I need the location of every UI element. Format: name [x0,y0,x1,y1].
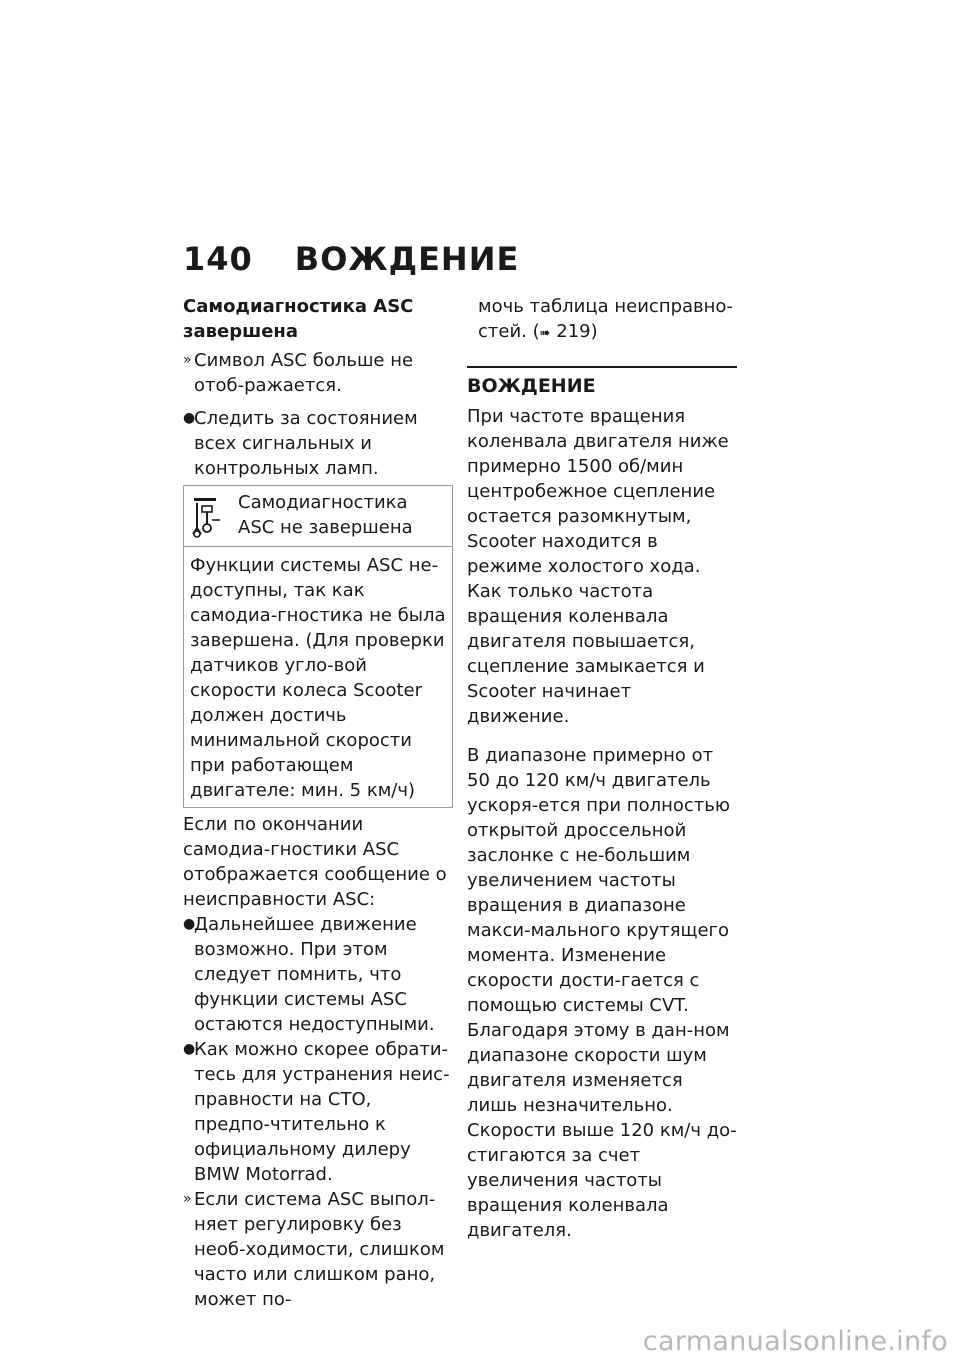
bullet-text: Следить за состоянием всех сигнальных и контрольных ламп. [194,408,418,479]
section-heading-asc: Самодиагностика ASC завершена [183,296,414,342]
section-divider [467,366,737,368]
result-item [183,348,453,398]
result-text: Символ ASC больше не отоб-ражается. [194,350,414,396]
paragraph: Если по окончании самодиа-гностики ASC отображается сообщение о неисправности ASC: [183,814,447,910]
bullet-mark: ● [183,916,196,932]
asc-warning-icon [190,494,228,538]
paragraph: При частоте вращения коленвала двигателя ниже примерно 1500 об/мин центробежное сцепление остается разомкнутым, Scooter находится в режиме холостого хода. Как только частота вращения коленвала двигателя повышается, сцепление замыкается и Scooter начинает движение. [467,406,729,727]
warning-box-header [184,486,452,547]
page-header [183,240,519,278]
section-title: ВОЖДЕНИЕ [467,375,596,397]
bullet-item [183,912,453,1037]
cross-reference-arrow-icon: ➠ [539,326,551,341]
bullet-text: Дальнейшее движение возможно. При этом следует помнить, что функции системы ASC остаются недоступными. [194,914,435,1035]
bullet-mark: ● [183,410,196,426]
result-item [183,1187,453,1312]
paragraph: В диапазоне примерно от 50 до 120 км/ч двигатель ускоря-ется при полностью открытой дроссельной заслонке с не-большим увеличением частоты вращения в диапазоне макси-мального крутящего момента. Изменение скорости дости-гается с помощью системы CVT. Благодаря этому в дан-ном диапазоне скорости шум двигателя изменяется лишь незначительно. [467,745,731,1116]
warning-box-body: Функции системы ASC не-доступны, так как самодиа-гностика не была завершена. (Для проверки датчиков угло-вой скорости колеса Scooter должен достичь минимальной скорости при работающем двигателе: мин. 5 км/ч) [190,555,446,801]
result-text: Если система ASC выпол-няет регулировку без необ-ходимости, слишком часто или слишком рано, может по- [194,1189,445,1310]
chapter-title: ВОЖДЕНИЕ [294,240,520,278]
watermark: carmanualsonline.info [642,1326,948,1357]
bullet-mark: ● [183,1041,196,1057]
left-column [183,294,453,1312]
continuation-text: мочь таблица неисправно-стей. (➠ 219) [478,296,733,342]
paragraph: Скорости выше 120 км/ч до-стигаются за счет увеличения частоты вращения коленвала двигателя. [467,1120,737,1241]
warning-box [183,485,453,808]
cross-reference-link[interactable]: 219 [556,321,591,342]
result-mark: » [183,1191,192,1207]
continuation-body: мочь таблица неисправно-стей. [478,296,733,342]
bullet-item [183,406,453,481]
warning-box-title: Самодиагностика ASC не завершена [238,492,413,538]
right-column [467,294,737,1243]
bullet-text: Как можно скорее обрати-тесь для устранения неис-правности на СТО, предпо-чтительно к официальному дилеру BMW Motorrad. [194,1039,450,1185]
bullet-item [183,1037,453,1187]
page-number: 140 [183,240,253,278]
result-mark: » [183,352,192,368]
